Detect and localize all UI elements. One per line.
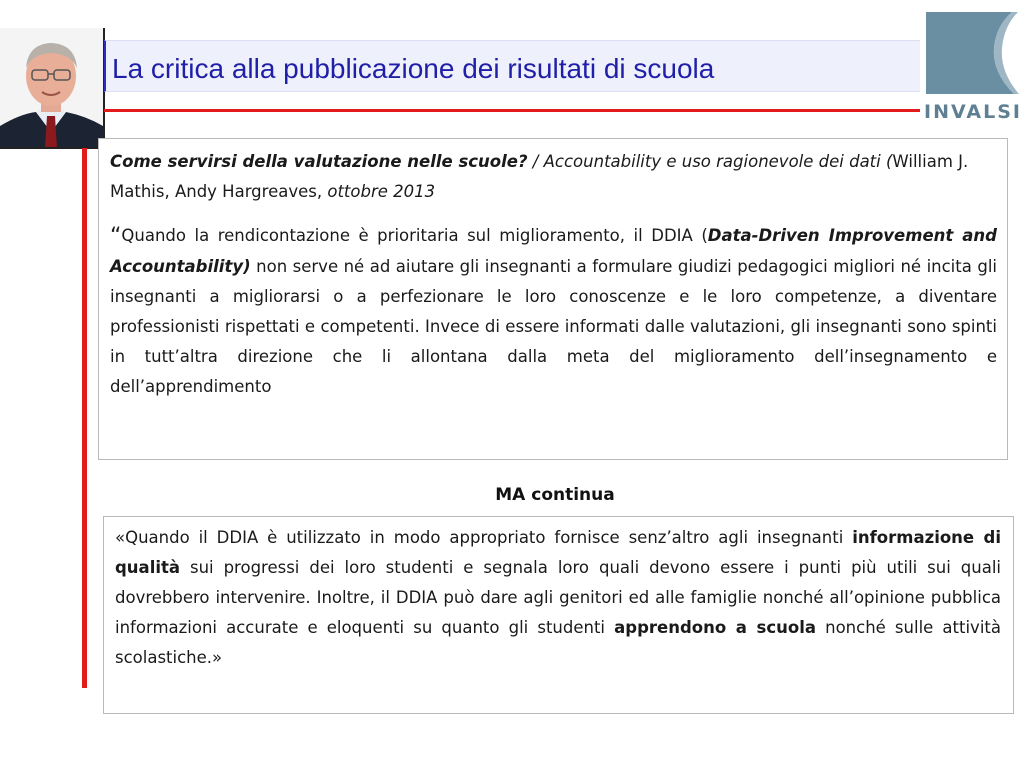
cont-text-a: «Quando il DDIA è utilizzato in modo appropriato fornisce senz’altro agli insegnanti [115,528,853,547]
logo-flag-icon [922,10,1024,100]
left-accent-rule [82,148,87,688]
cont-text-c: nonché sulle attività scolastiche.» [115,618,1001,667]
ref-separator: / [527,152,544,171]
quote-paragraph [110,221,997,402]
quote-box-continuation [103,516,1014,714]
ref-authors: William J. Mathis, Andy Hargreaves, [110,152,969,201]
page-title: La critica alla pubblicazione dei risultati di scuola [112,53,715,84]
title-underline [104,109,920,112]
quote-ddia-expansion: Data-Driven Improvement and Accountability) [110,226,997,276]
open-quote-mark: “ [110,224,122,249]
logo-text: INVALSI [924,101,1022,123]
cont-bold-learning: apprendono a scuola [614,618,817,637]
cont-text-b: sui progressi dei loro studenti e segnala loro quali devono essere i punti più utili sui quali dovrebbero intervenire. Inoltre, il DDIA può dare agli genitori ed alle famiglie nonché all’opinione pubblica informazioni accurate e eloquenti su quanto gli studenti [115,558,1001,637]
photo-frame-bottom [0,147,105,149]
ref-subtitle: Accountability e uso ragionevole dei dati ( [543,152,893,171]
source-reference [110,147,997,207]
section-label: MA continua [495,485,615,505]
ref-date: ottobre 2013 [327,182,436,201]
ref-title: Come servirsi della valutazione nelle scuole? [110,152,528,171]
continuation-paragraph [115,523,1001,673]
cont-bold-quality: informazione di qualità [115,528,1001,577]
invalsi-logo [922,10,1024,128]
portrait-image [0,28,103,148]
author-photo [0,28,103,148]
quote-text-c: non serve né ad aiutare gli insegnanti a formulare giudizi pedagogici migliori né incita gli insegnanti a migliorarsi o a perfezionare le loro conoscenze e le loro competenze, a diventare professionisti rispettati e competenti. Invece di essere informati dalle valutazioni, gli insegnanti sono spinti in tutt’altra direzione che li allontana dalla meta del miglioramento dell’insegnamento e dell’apprendimento [110,257,997,396]
title-bar [104,40,920,92]
quote-text-a: Quando la rendicontazione è prioritaria sul miglioramento, il DDIA ( [121,226,708,245]
quote-box-mathis [98,138,1008,460]
